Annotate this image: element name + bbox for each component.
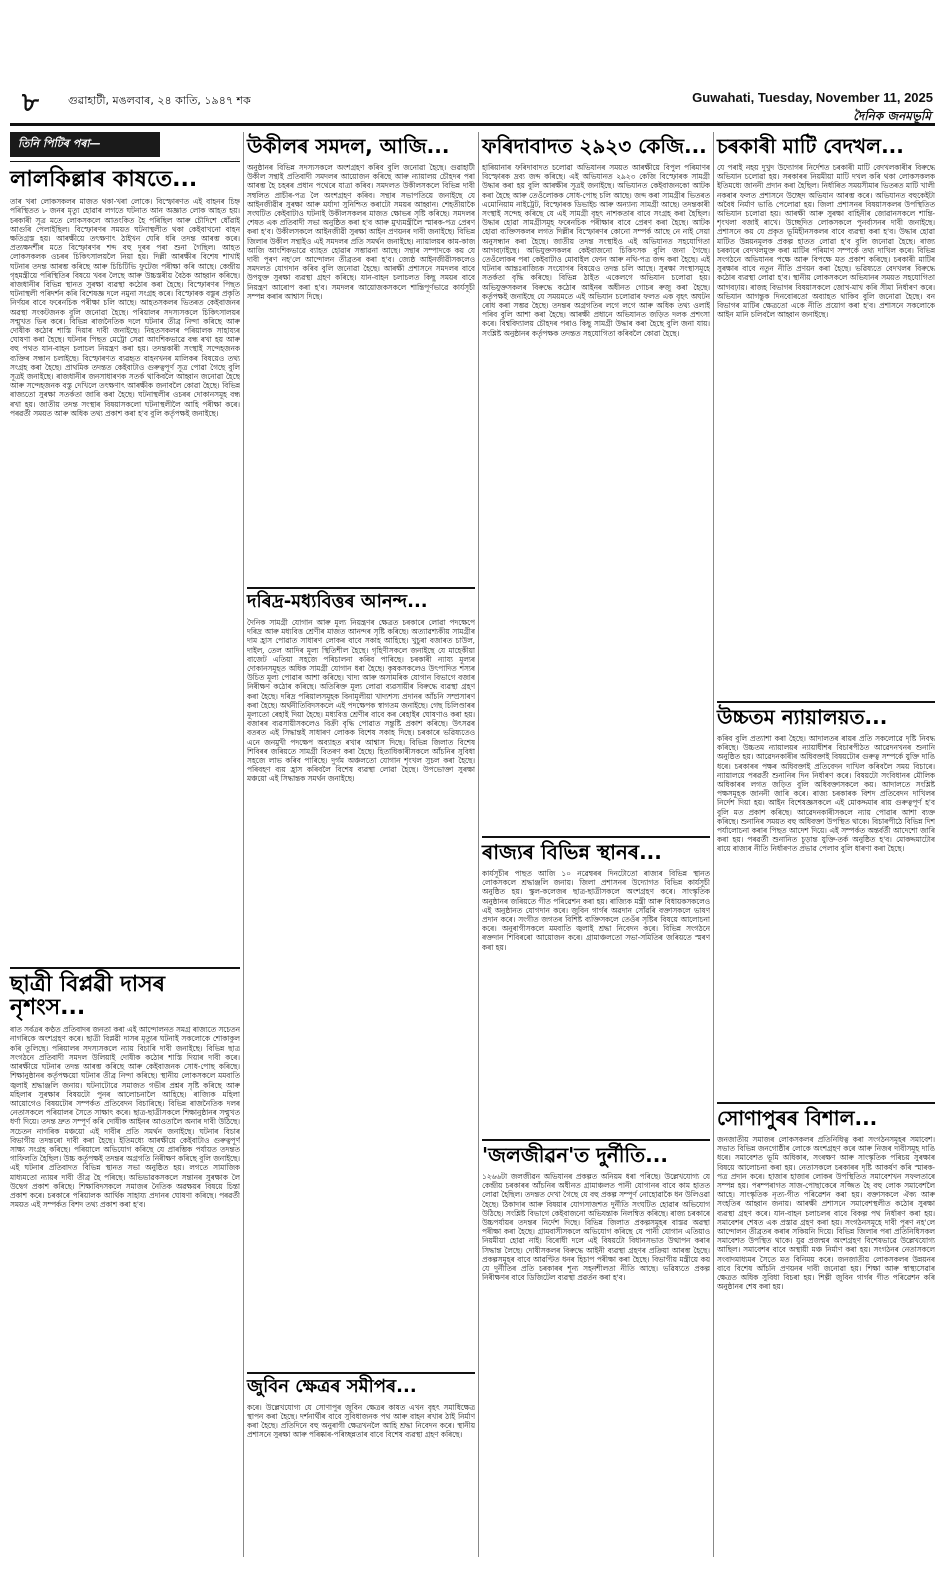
headline-lalkilla: লালকিল্লাৰ কাষতে... [10,167,198,192]
column-divider [478,132,479,1557]
date-english: Guwahati, Tuesday, November 11, 2025 [692,90,933,105]
headline-zubin-khetra: জুবিন ক্ষেত্ৰৰ সমীপৰ... [247,1375,417,1397]
article-zubin-khetra-body: কৰে। উল্লেখযোগ্য যে সোণাপুৰ জুবিন ক্ষেত্ৰৰ কাষত এখন বৃহৎ সমাধিক্ষেত্ৰ স্থাপন কৰা হৈছে। দৰ্শনাৰ্থীৰ বাবে সুবিধাজনক পথ আৰু বাহন ৰখাৰ ঠাই নিৰ্মাণ কৰা হৈছে। প্ৰতিদিনে বহু অনুৰাগী ক্ষেত্ৰখনলৈ আহি শ্ৰদ্ধা নিবেদন কৰে। স্থানীয় প্ৰশাসনে সুৰক্ষা আৰু পৰিষ্কাৰ-পৰিচ্ছন্নতাৰ বাবে বিশেষ ব্যৱস্থা গ্ৰহণ কৰিছে। [247,1402,475,1440]
column-3 [482,132,710,1542]
section-label: তিনি পিটিৰ পৰা— [10,132,160,157]
masthead [10,8,935,123]
article-sorkari-mati-body: যে পৰাই নহয় দুখুদ উদ্যোগৰ নিৰ্দেশত চৰকাৰী মাটি বেদখলকাৰীৰ বিৰুদ্ধে অভিযান চলোৱা হয়। সৰকাৰৰ নিয়মীয়া মাটি দখল কৰি থকা লোকসকলক ইতিমধ্যে জাননী প্ৰদান কৰা হৈছিল। নিৰ্ধাৰিত সময়সীমাৰ ভিতৰত মাটি খালী নকৰাৰ ফলত প্ৰশাসনে উচ্ছেদ অভিযান আৰম্ভ কৰে। অভিযানত বহুকেইটা অবৈধ নিৰ্মাণ ভাঙি পেলোৱা হয়। জিলা প্ৰশাসনৰ বিষয়াসকলৰ উপস্থিতিত অভিযান চলোৱা হয়। আৰক্ষী আৰু সুৰক্ষা বাহিনীৰ জোৱানসকলে শান্তি-শৃংখলা বজাই ৰাখে। উচ্ছেদিত লোকসকলে পুনৰ্বাসনৰ দাবী জনাইছে। প্ৰশাসনে কয় যে প্ৰকৃত ভূমিহীনসকলৰ বাবে ব্যৱস্থা কৰা হ'ব। উদ্ধাৰ হোৱা মাটিত উন্নয়নমূলক প্ৰকল্প হাতত লোৱা হ'ব বুলি জনোৱা হৈছে। ৰাজ্য চৰকাৰে বেদখলমুক্ত কৰা মাটিৰ পৰিমাণ সম্পৰ্কে তথ্য দাখিল কৰে। বিভিন্ন সংগঠনে অভিযানৰ পক্ষে আৰু বিপক্ষে মত প্ৰকাশ কৰিছে। চৰকাৰী মাটিৰ সুৰক্ষাৰ বাবে নতুন নীতি প্ৰণয়ন কৰা হৈছে। ভৱিষ্যতে বেদখলৰ বিৰুদ্ধে কঠোৰ ব্যৱস্থা লোৱা হ'ব। স্থানীয় লোকসকলে অভিযানৰ সময়ত সহযোগিতা আগবঢ়ায়। ৰাজহ বিভাগৰ বিষয়াসকলে জোখ-মাখ কৰি সীমা নিৰ্ধাৰণ কৰে। অভিযান আগন্তুক দিনবোৰতো অব্যাহত থাকিব বুলি জনোৱা হৈছে। বন বিভাগৰ মাটিৰ ক্ষেত্ৰতো একে নীতি প্ৰয়োগ কৰা হ'ব। প্ৰশাসনে সকলোকে আইন মানি চলিবলৈ আহ্বান জনাইছে। [717,163,935,320]
page-number: ৮ [22,88,39,118]
paper-name: দৈনিক জনমভূমি [853,109,931,123]
story-divider [247,587,475,589]
story-divider [717,701,935,703]
date-assamese: গুৱাহাটী, মঙলবাৰ, ২৪ কাতি, ১৯৪৭ শক [68,94,251,107]
headline-jaljiban-durniti: 'জলজীৱন'ত দুৰ্নীতি... [482,1143,668,1167]
story-divider [247,1372,475,1374]
story-divider [717,1102,935,1104]
article-doridro-body: দৈনিক সামগ্ৰী যোগান আৰু মূল্য নিয়ন্ত্ৰণৰ ক্ষেত্ৰত চৰকাৰে লোৱা পদক্ষেপে দৰিদ্ৰ আৰু মধ্যবিত্ত শ্ৰেণীৰ মাজত আনন্দৰ সৃষ্টি কৰিছে। অত্যাৱশ্যকীয় সামগ্ৰীৰ দাম হ্ৰাস পোৱাত সাধাৰণ লোকৰ বাবে সকাহ আহিছে। খুচুৰা বজাৰত চাউল, দাইল, তেল আদিৰ মূল্য স্থিতিশীল হৈছে। গৃহিণীসকলে জনাইছে যে মাহেকীয়া বাজেট এতিয়া সহজে পৰিচালনা কৰিব পাৰিছে। চৰকাৰী ন্যায্য মূল্যৰ দোকানসমূহত অধিক সামগ্ৰী যোগান ধৰা হৈছে। কৃষকসকলেও উৎপাদিত শস্যৰ উচিত মূল্য পোৱাৰ আশা কৰিছে। খাদ্য আৰু অসামৰিক যোগান বিভাগে বজাৰ নিৰীক্ষণ কঠোৰ কৰিছে। অতিৰিক্ত মূল্য লোৱা ব্যৱসায়ীৰ বিৰুদ্ধে ব্যৱস্থা গ্ৰহণ কৰা হৈছে। দৰিদ্ৰ পৰিয়ালসমূহক বিনামূলীয়া খাদ্যশস্য প্ৰদানৰ আঁচনি সম্প্ৰসাৰণ কৰা হৈছে। অৰ্থনীতিবিদসকলে এই পদক্ষেপক স্বাগতম জনাইছে। গেছ চিলিণ্ডাৰৰ মূল্যতো ৰেহাই দিয়া হৈছে। মধ্যবিত্ত শ্ৰেণীৰ বাবে কৰ ৰেহাইৰ ঘোষণাও কৰা হয়। বজাৰৰ ব্যৱসায়ীসকলেও বিক্ৰী বৃদ্ধি পোৱাত সন্তুষ্টি প্ৰকাশ কৰিছে। উৎসৱৰ বতৰত এই সিদ্ধান্তই সাধাৰণ লোকক বিশেষ সকাহ দিছে। চৰকাৰে ভৱিষ্যতেও এনে জনমুখী পদক্ষেপ অব্যাহত ৰখাৰ আশ্বাস দিছে। বিভিন্ন জিলাত বিশেষ শিবিৰৰ জৰিয়তে সামগ্ৰী বিতৰণ কৰা হৈছে। হিতাধিকাৰীসকলে আঁচনিৰ সুবিধা সহজে লাভ কৰিব পাৰিছে। দুৰ্গম অঞ্চলতো যোগান শৃংখল সুচল কৰা হৈছে। পৰিবহণ ব্যয় হ্ৰাস কৰিবলৈ বিশেষ ব্যৱস্থা লোৱা হৈছে। উপভোক্তা সুৰক্ষা মঞ্চয়ো এই সিদ্ধান্তক সমৰ্থন জনাইছে। [247,617,475,784]
headline-faridabad: ফৰিদাবাদত ২৯২৩ কেজি... [482,134,707,158]
article-uchchatam-body: কৰিব বুলি প্ৰত্যাশা কৰা হৈছে। আদালতৰ ৰায়ৰ প্ৰতি সকলোৱে দৃষ্টি নিবদ্ধ কৰিছে। উচ্চতম ন্যায়ালয়ৰ ন্যায়াধীশৰ বিচাৰপীঠত আৱেদনখনৰ শুনানি অনুষ্ঠিত হয়। আৱেদনকাৰীৰ অধিবক্তাই বিষয়টোৰ গুৰুত্ব সম্পৰ্কে যুক্তি দাঙি ধৰে। চৰকাৰৰ পক্ষৰ অধিবক্তাই প্ৰতিবেদন দাখিল কৰিবলৈ সময় বিচাৰে। ন্যায়ালয়ে পৰৱৰ্তী শুনানিৰ দিন নিৰ্ধাৰণ কৰে। বিষয়টো সংবিধানৰ মৌলিক অধিকাৰৰ লগত জড়িত বুলি অধিবক্তাসকলে কয়। আদালতে সংশ্লিষ্ট পক্ষসমূহক জাননী জাৰি কৰে। ৰাজ্য চৰকাৰক বিশদ প্ৰতিবেদন দাখিলৰ নিৰ্দেশ দিয়া হয়। আইন বিশেষজ্ঞসকলে এই মোকদ্দমাৰ ৰায় গুৰুত্বপূৰ্ণ হ'ব বুলি মত প্ৰকাশ কৰিছে। আৱেদনকাৰীসকলে ন্যায় পোৱাৰ আশা ব্যক্ত কৰিছে। শুনানিৰ সময়ত বহু অধিবক্তা উপস্থিত থাকে। বিচাৰপীঠে বিভিন্ন দিশ পৰ্যালোচনা কৰাৰ পিছত আদেশ দিয়ে। এই সম্পৰ্কত অন্তৰ্বৰ্তী আদেশো জাৰি কৰা হয়। পৰৱৰ্তী শুনানিত চূড়ান্ত যুক্তি-তৰ্ক অনুষ্ঠিত হ'ব। মোকদ্দমাটোৰ ৰায়ে ৰাজ্যৰ নীতি নিৰ্ধাৰণত প্ৰভাৱ পেলাব বুলি ধাৰণা কৰা হৈছে। [717,734,935,854]
column-2 [247,132,475,1513]
headline-sorkari-mati: চৰকাৰী মাটি বেদখল... [717,134,904,158]
column-4 [717,132,935,1565]
story-divider [482,836,710,838]
column-divider [243,132,244,1557]
masthead-rule [10,123,935,126]
headline-ukil-samadal: উকীলৰ সমদল, আজি... [247,134,450,158]
newspaper-page [10,8,935,1563]
column-1 [10,132,240,1571]
article-lalkilla-body: তাৰ খৰা লোকসকলৰ মাজত থকা-খৰা লোকে। বিস্ফোৰণত এই বাহনৰ চিহ্ন পৰিস্থিতত ৮ জনৰ মৃত্যু হোৱাৰ লগতে ঘটনাত আন অজ্ঞাত লোক আহত হয়। চৰকাৰী সূত্ৰ মতে লোকসকলে আতংকিত হৈ পৰিছিল আৰু চৌদিশে ধোঁৱাই আগুৰি পেলাইছিল। বিস্ফোৰণৰ সময়ত ঘটনাস্থলীত থকা কেইবাখনো বাহন ক্ষতিগ্ৰস্ত হয়। আৰক্ষীয়ে তৎক্ষণাৎ ঠাইখন ঘেৰি ধৰি তদন্ত আৰম্ভ কৰে। প্ৰত্যক্ষদৰ্শীৰ মতে বিস্ফোৰণৰ শব্দ বহু দূৰৰ পৰা শুনা গৈছিল। আহত লোকসকলক ওচৰৰ চিকিৎসালয়লৈ নিয়া হয়। দিল্লী আৰক্ষীৰ বিশেষ শাখাই ঘটনাৰ তদন্ত আৰম্ভ কৰিছে আৰু চিচিটিভি ফুটেজ পৰীক্ষা কৰি আছে। কেন্দ্ৰীয় গৃহমন্ত্ৰীয়ে পৰিস্থিতিৰ বিষয়ে খবৰ লৈছে আৰু উচ্চস্তৰীয় বৈঠক আহ্বান কৰিছে। ৰাজধানীৰ বিভিন্ন স্থানত সুৰক্ষা ব্যৱস্থা কঠোৰ কৰা হৈছে। বিস্ফোৰণৰ পিছত ঘটনাস্থলী পৰিদৰ্শন কৰি বিশেষজ্ঞ দলে নমুনা সংগ্ৰহ কৰে। বিস্ফোৰক বস্তুৰ প্ৰকৃতি নিৰ্ণয়ৰ বাবে ফৰেনচিক পৰীক্ষা চলি আছে। আহতসকলৰ ভিতৰত কেইবাজনৰ অৱস্থা সংকটজনক বুলি জনোৱা হৈছে। পৰিয়ালৰ সদস্যসকলে চিকিৎসালয়ৰ সন্মুখত ভিৰ কৰে। বিভিন্ন ৰাজনৈতিক দলে ঘটনাৰ তীব্ৰ নিন্দা কৰিছে আৰু দোষীক কঠোৰ শাস্তি দিয়াৰ দাবী জনাইছে। নিহতসকলৰ পৰিয়ালক সাহায্যৰ ঘোষণা কৰা হৈছে। ঘটনাৰ পিছত মেট্ৰো সেৱা আংশিকভাৱে বন্ধ ৰখা হয় আৰু বহু পথত যান-বাহন চলাচল নিয়ন্ত্ৰণ কৰা হয়। তদন্তকাৰী সংস্থাই সন্দেহজনক ব্যক্তিৰ সন্ধান চলাইছে। বিস্ফোৰণত ব্যৱহৃত বাহনখনৰ মালিকৰ বিষয়েও তথ্য সংগ্ৰহ কৰা হৈছে। প্ৰাথমিক তদন্তত কেইবাটাও গুৰুত্বপূৰ্ণ সূত্ৰ পোৱা গৈছে বুলি সূত্ৰই জনাইছে। ৰাজধানীৰ জনসাধাৰণক সতৰ্ক থাকিবলৈ আহ্বান জনোৱা হৈছে আৰু সন্দেহজনক বস্তু দেখিলে তৎক্ষণাৎ আৰক্ষীক জনাবলৈ কোৱা হৈছে। বিভিন্ন ৰাজ্যতো সুৰক্ষা সতৰ্কতা জাৰি কৰা হৈছে। ঘটনাস্থলীৰ ওচৰৰ দোকানসমূহ বন্ধ ৰখা হয়। জাতীয় তদন্ত সংস্থাৰ বিষয়াসকলো ঘটনাস্থলীলৈ আহি পৰীক্ষা কৰে। পৰৱৰ্তী সময়ত আৰু অধিক তথ্য প্ৰকাশ কৰা হ'ব বুলি কৰ্তৃপক্ষই জনাইছে। [10,197,240,418]
article-sonapur-body: জনজাতীয় সমাজৰ লোকসকলৰ প্ৰতিনিধিত্ব কৰা সংগঠনসমূহৰ সমাবেশ। সভাত বিভিন্ন জনগোষ্ঠীৰ লোকে অংশগ্ৰহণ কৰে আৰু নিজৰ দাবীসমূহ দাঙি ধৰে। সমাবেশত ভূমি অধিকাৰ, সংৰক্ষণ আৰু সাংস্কৃতিক পৰিচয় সুৰক্ষাৰ বিষয়ে আলোচনা কৰা হয়। নেতাসকলে চৰকাৰৰ দৃষ্টি আকৰ্ষণ কৰি স্মাৰক-পত্ৰ প্ৰদান কৰে। হাজাৰ হাজাৰ লোকৰ উপস্থিতিত সমাবেশখন সফলতাৰে সম্পন্ন হয়। পৰম্পৰাগত সাজ-পোছাকেৰে সজ্জিত হৈ বহু লোক সমাবেশলৈ আহে। সাংস্কৃতিক নৃত্য-গীত পৰিৱেশন কৰা হয়। বক্তাসকলে ঐক্য আৰু সংহতিৰ আহ্বান জনায়। আৰক্ষী প্ৰশাসনে সমাবেশস্থলীত কঠোৰ সুৰক্ষা ব্যৱস্থা গ্ৰহণ কৰে। যান-বাহন চলাচলৰ বাবে বিকল্প পথ নিৰ্ধাৰণ কৰা হয়। সমাবেশৰ শেষত এক প্ৰস্তাৱ গ্ৰহণ কৰা হয়। সংগঠনসমূহে দাবী পূৰণ নহ'লে আন্দোলন তীব্ৰতৰ কৰাৰ সকিয়নি দিয়ে। বিভিন্ন জিলাৰ পৰা প্ৰতিনিধিসকল সমাবেশত উপস্থিত থাকে। যুৱ প্ৰজন্মৰ অংশগ্ৰহণ বিশেষভাৱে উল্লেখযোগ্য আছিল। সমাবেশৰ বাবে অস্থায়ী মঞ্চ নিৰ্মাণ কৰা হয়। সংগঠনৰ নেতাসকলে সংবাদমাধ্যমৰ সৈতে মত বিনিময় কৰে। জনজাতীয় লোকসকলৰ উন্নয়নৰ বাবে বিশেষ আঁচনি প্ৰণয়নৰ দাবী জনোৱা হয়। শিক্ষা আৰু স্বাস্থ্যসেৱাৰ ক্ষেত্ৰত অধিক সুবিধা বিচৰা হয়। শিল্পী জুবিন গাৰ্গৰ গীত পৰিৱেশন কৰি অনুষ্ঠানৰ শেষ কৰা হয়। [717,1135,935,1292]
headline-rajyar-bibhinna: ৰাজ্যৰ বিভিন্ন স্থানৰ... [482,840,662,864]
headline-doridro-modhyobitto: দৰিদ্ৰ-মধ্যবিত্তৰ আনন্দ... [247,591,428,612]
headline-sonapur-bishal: সোণাপুৰৰ বিশাল... [717,1106,878,1130]
article-ukil-samadal-body: অনুষ্ঠানৰ বিভিন্ন সদস্যসকলে অংশগ্ৰহণ কৰিব বুলি জনোৱা হৈছে। গুৱাহাটী উকীল সন্থাই প্ৰতিবাদী সমদলৰ আয়োজন কৰিছে আৰু ন্যায়ালয় চৌহদৰ পৰা আৰম্ভ হৈ চহৰৰ প্ৰধান পথেৰে যাত্ৰা কৰিব। সমদলত উকীলসকলে বিভিন্ন দাবী সম্বলিত প্ৰাচীৰ-পত্ৰ লৈ অংশগ্ৰহণ কৰিব। সন্থাৰ সভাপতিয়ে জনাইছে যে আইনজীৱীৰ সুৰক্ষা আৰু মৰ্যাদা সুনিশ্চিত কৰাটো সময়ৰ আহ্বান। শেহতীয়াকৈ সংঘটিত কেইবাটাও ঘটনাই উকীলসকলৰ মাজত ক্ষোভৰ সৃষ্টি কৰিছে। সমদলৰ শেষত এক প্ৰতিবাদী সভা অনুষ্ঠিত কৰা হ'ব আৰু মুখ্যমন্ত্ৰীলৈ স্মাৰক-পত্ৰ প্ৰেৰণ কৰা হ'ব। উকীলসকলে আইনজীৱী সুৰক্ষা আইন প্ৰণয়নৰ দাবী জনাইছে। বিভিন্ন জিলাৰ উকীল সন্থাইও এই সমদলৰ প্ৰতি সমৰ্থন জনাইছে। ন্যায়ালয়ৰ কাম-কাজ আজি আংশিকভাৱে ব্যাহত হোৱাৰ সম্ভাৱনা আছে। সন্থাৰ সম্পাদকে কয় যে দাবী পূৰণ নহ'লে আন্দোলন তীব্ৰতৰ কৰা হ'ব। জ্যেষ্ঠ আইনজীৱীসকলেও সমদলত যোগদান কৰিব বুলি জনোৱা হৈছে। আৰক্ষী প্ৰশাসনে সমদলৰ বাবে উপযুক্ত সুৰক্ষা ব্যৱস্থা গ্ৰহণ কৰিছে। যান-বাহন চলাচলত কিছু সময়ৰ বাবে নিয়ন্ত্ৰণ আৰোপ কৰা হ'ব। সমদলৰ আয়োজকসকলে শান্তিপূৰ্ণভাৱে কাৰ্যসূচী সম্পন্ন কৰাৰ আশ্বাস দিছে। [247,163,475,301]
article-jaljiban-body: ১২৬৬টা জলজীৱন অভিযানৰ প্ৰকল্পত অনিয়ম ধৰা পৰিছে। উল্লেখযোগ্য যে কেন্দ্ৰীয় চৰকাৰৰ আঁচনিৰ অধীনত গ্ৰামাঞ্চলত পানী যোগানৰ বাবে কাম হাতত লোৱা হৈছিল। তদন্তত দেখা গৈছে যে বহু প্ৰকল্প সম্পূৰ্ণ নোহোৱাকৈ ধন উলিওৱা হৈছে। ঠিকাদাৰ আৰু বিষয়াৰ যোগসাজশত দুৰ্নীতি সংঘটিত হোৱাৰ অভিযোগ উঠিছে। সংশ্লিষ্ট বিভাগে কেইবাজনো অভিযন্তাক নিলম্বিত কৰিছে। ৰাজ্য চৰকাৰে উচ্চপৰ্যায়ৰ তদন্তৰ নিৰ্দেশ দিছে। বিভিন্ন জিলাত প্ৰকল্পসমূহৰ বাস্তৱ অৱস্থা পৰীক্ষা কৰা হৈছে। গ্ৰামবাসীসকলে অভিযোগ কৰিছে যে পানী যোগান এতিয়াও নিয়মীয়া হোৱা নাই। বিৰোধী দলে এই বিষয়টো বিধানসভাত উত্থাপন কৰাৰ সিদ্ধান্ত লৈছে। দোষীসকলৰ বিৰুদ্ধে আইনী ব্যৱস্থা গ্ৰহণৰ প্ৰক্ৰিয়া আৰম্ভ হৈছে। প্ৰকল্পসমূহৰ বাবে আৱণ্টিত ধনৰ হিচাপ পৰীক্ষা কৰা হৈছে। বিভাগীয় মন্ত্ৰীয়ে কয় যে দুৰ্নীতিৰ প্ৰতি চৰকাৰৰ শূন্য সহনশীলতা নীতি আছে। ভৱিষ্যতে প্ৰকল্প নিৰীক্ষণৰ বাবে ডিজিটেল ব্যৱস্থা প্ৰৱৰ্তন কৰা হ'ব। [482,1172,710,1283]
story-divider [482,1139,710,1141]
headline-chatri-biplobi: ছাত্ৰী বিপ্লৱী দাসৰ নৃশংস... [10,972,166,1021]
story-divider [10,967,240,969]
section-rule [10,161,240,162]
column-divider [713,132,714,1557]
headline-uchchatam-nyayalay: উচ্চতম ন্যায়ালয়ত... [717,705,888,729]
article-rajyar-bibhinna-body: কাৰ্যসূচীৰ পাছত আজি ১০ নৱেম্বৰৰ দিনটোতো ৰাজ্যৰ বিভিন্ন স্থানত লোকসকলে শ্ৰদ্ধাঞ্জলি জনায়। জিলা প্ৰশাসনৰ উদ্যোগত বিভিন্ন কাৰ্যসূচী অনুষ্ঠিত হয়। স্কুল-কলেজৰ ছাত্ৰ-ছাত্ৰীসকলে অংশগ্ৰহণ কৰে। সাংস্কৃতিক অনুষ্ঠানৰ জৰিয়তে গীত পৰিৱেশন কৰা হয়। ৰাজ্যিক মন্ত্ৰী আৰু বিধায়কসকলেও এই অনুষ্ঠানত যোগদান কৰে। জুবিন গাৰ্গৰ অৱদান সোঁৱৰি বক্তাসকলে ভাষণ প্ৰদান কৰে। সংগীত জগতৰ বিশিষ্ট ব্যক্তিসকলে তেওঁৰ সৃষ্টিৰ বিষয়ে আলোচনা কৰে। অনুৰাগীসকলে মমবাতি জ্বলাই শ্ৰদ্ধা নিবেদন কৰে। বিভিন্ন সংগঠনে ৰক্তদান শিবিৰৰো আয়োজন কৰে। গ্ৰামাঞ্চলতো সভা-সমিতিৰ জৰিয়তে স্মৰণ কৰা হয়। [482,869,710,952]
article-chatri-biplobi-body: ৰাত সৰ্বত্ৰৰ কণ্ঠত প্ৰতিবাদৰ জনতা কৰা এই আন্দোলনত সমগ্ৰ ৰাজ্যতে সচেতন নাগৰিকে অংশগ্ৰহণ কৰে। ছাত্ৰী বিপ্লৱী দাসৰ মৃত্যুৰ ঘটনাই সকলোকে শোকাকুল কৰি তুলিছে। পৰিয়ালৰ সদস্যসকলে ন্যায় বিচাৰি দাবী জনাইছে। বিভিন্ন ছাত্ৰ সংগঠনে প্ৰতিবাদী সমদল উলিয়াই দোষীক কঠোৰ শাস্তি দিয়াৰ দাবী কৰে। আৰক্ষীয়ে ঘটনাৰ তদন্ত আৰম্ভ কৰিছে আৰু কেইবাজনক সোধ-পোছ কৰিছে। শিক্ষানুষ্ঠানৰ কৰ্তৃপক্ষয়ো ঘটনাৰ তীব্ৰ নিন্দা কৰিছে। স্থানীয় লোকসকলে মমবাতি জ্বলাই শ্ৰদ্ধাঞ্জলি জনায়। ঘটনাটোৱে সমাজত গভীৰ প্ৰশ্নৰ সৃষ্টি কৰিছে আৰু মহিলাৰ সুৰক্ষাৰ বিষয়টো পুনৰ আলোচনালৈ আহিছে। ৰাজ্যিক মহিলা আয়োগেও বিষয়টোৰ সম্পৰ্কত প্ৰতিবেদন বিচাৰিছে। বিভিন্ন ৰাজনৈতিক দলৰ নেতাসকলে পৰিয়ালৰ সৈতে সাক্ষাৎ কৰে। ছাত্ৰ-ছাত্ৰীসকলে শিক্ষানুষ্ঠানৰ সন্মুখত ধৰ্ণা দিয়ে। তদন্ত দ্ৰুত সম্পূৰ্ণ কৰি দোষীক আইনৰ আওতালৈ অনাৰ দাবী উঠিছে। সচেতন নাগৰিক মঞ্চয়ো এই দাবীৰ প্ৰতি সমৰ্থন জনাইছে। ঘটনাৰ বিচাৰ বিভাগীয় তদন্তৰো দাবী কৰা হৈছে। ইতিমধ্যে আৰক্ষীয়ে কেইবাটাও গুৰুত্বপূৰ্ণ সাক্ষ্য সংগ্ৰহ কৰিছে। পৰিয়ালে অভিযোগ কৰিছে যে প্ৰাৰম্ভিক পৰ্যায়ত তদন্তত গাফিলতি হৈছিল। উচ্চ কৰ্তৃপক্ষই তদন্তৰ অগ্ৰগতি নিৰীক্ষণ কৰিছে বুলি জনাইছে। এই ঘটনাৰ প্ৰতিবাদত বিভিন্ন স্থানত সভা অনুষ্ঠিত হয়। লগতে সামাজিক মাধ্যমতো ন্যায়ৰ দাবী তীব্ৰ হৈ পৰিছে। অভিভাৱকসকলে সন্তানৰ সুৰক্ষাক লৈ উদ্বেগ প্ৰকাশ কৰিছে। শিক্ষাবিদসকলে সমাজৰ নৈতিক অৱক্ষয়ৰ বিষয়ে চিন্তা প্ৰকাশ কৰে। চৰকাৰে পৰিয়ালক আৰ্থিক সাহায্য প্ৰদানৰ ঘোষণা কৰিছে। পৰৱৰ্তী সময়ত এই সম্পৰ্কত বিশদ তথ্য প্ৰকাশ কৰা হ'ব। [10,1025,240,1210]
article-faridabad-body: হাৰিয়ানাৰ ফৰিদাবাদত চলোৱা অভিযানৰ সময়ত আৰক্ষীয়ে বিপুল পৰিমাণৰ বিস্ফোৰক দ্ৰব্য জব্দ কৰিছে। এই অভিযানত ২৯২৩ কেজি বিস্ফোৰক সামগ্ৰী উদ্ধাৰ কৰা হয় বুলি আৰক্ষীৰ সূত্ৰই জনাইছে। অভিযানত কেইবাজনকো আটক কৰা হৈছে আৰু তেওঁলোকক সোধ-পোছ চলি আছে। জব্দ কৰা সামগ্ৰীৰ ভিতৰত এমোনিয়াম নাইট্ৰেট, বিস্ফোৰক ডিভাইচ আৰু অন্যান্য সামগ্ৰী আছে। তদন্তকাৰী সংস্থাই সন্দেহ কৰিছে যে এই সামগ্ৰী বৃহৎ নাশকতাৰ বাবে সংগ্ৰহ কৰা হৈছিল। উদ্ধাৰ হোৱা সামগ্ৰীসমূহ ফৰেনচিক পৰীক্ষাৰ বাবে প্ৰেৰণ কৰা হৈছে। আটক হোৱা ব্যক্তিসকলৰ লগত দিল্লীৰ বিস্ফোৰণৰ কোনো সম্পৰ্ক আছে নে নাই সেয়া অনুসন্ধান কৰা হৈছে। জাতীয় তদন্ত সংস্থাইও এই অভিযানত সহযোগিতা আগবঢ়াইছে। অভিযুক্তসকলৰ কেইবাজনো চিকিৎসক বুলি জনা গৈছে। তেওঁলোকৰ পৰা কেইবাটাও মোবাইল ফোন আৰু নথি-পত্ৰ জব্দ কৰা হৈছে। এই ঘটনাৰ আন্তঃৰাজ্যিক সংযোগৰ বিষয়েও তদন্ত চলি আছে। সুৰক্ষা সংস্থাসমূহে সতৰ্কতা বৃদ্ধি কৰিছে। বিভিন্ন ঠাইত একেলগে অভিযান চলোৱা হয়। অভিযুক্তসকলৰ বিৰুদ্ধে কঠোৰ আইনৰ অধীনত গোচৰ ৰুজু কৰা হৈছে। কৰ্তৃপক্ষই জনাইছে যে সময়মতে এই অভিযান চলোৱাৰ ফলত এক বৃহৎ অঘটন ৰোধ কৰা সম্ভৱ হৈছে। তদন্তৰ অগ্ৰগতিৰ লগে লগে আৰু অধিক তথ্য ওলাই পৰিব বুলি আশা কৰা হৈছে। আৰক্ষী প্ৰধানে অভিযানত জড়িত দলক প্ৰশংসা কৰে। বিশ্ববিদ্যালয় চৌহদৰ পৰাও কিছু সামগ্ৰী উদ্ধাৰ কৰা হৈছে বুলি জনা যায়। সংশ্লিষ্ট অনুষ্ঠানৰ কৰ্তৃপক্ষক তদন্তত সহযোগিতা কৰিবলৈ কোৱা হৈছে। [482,163,710,338]
